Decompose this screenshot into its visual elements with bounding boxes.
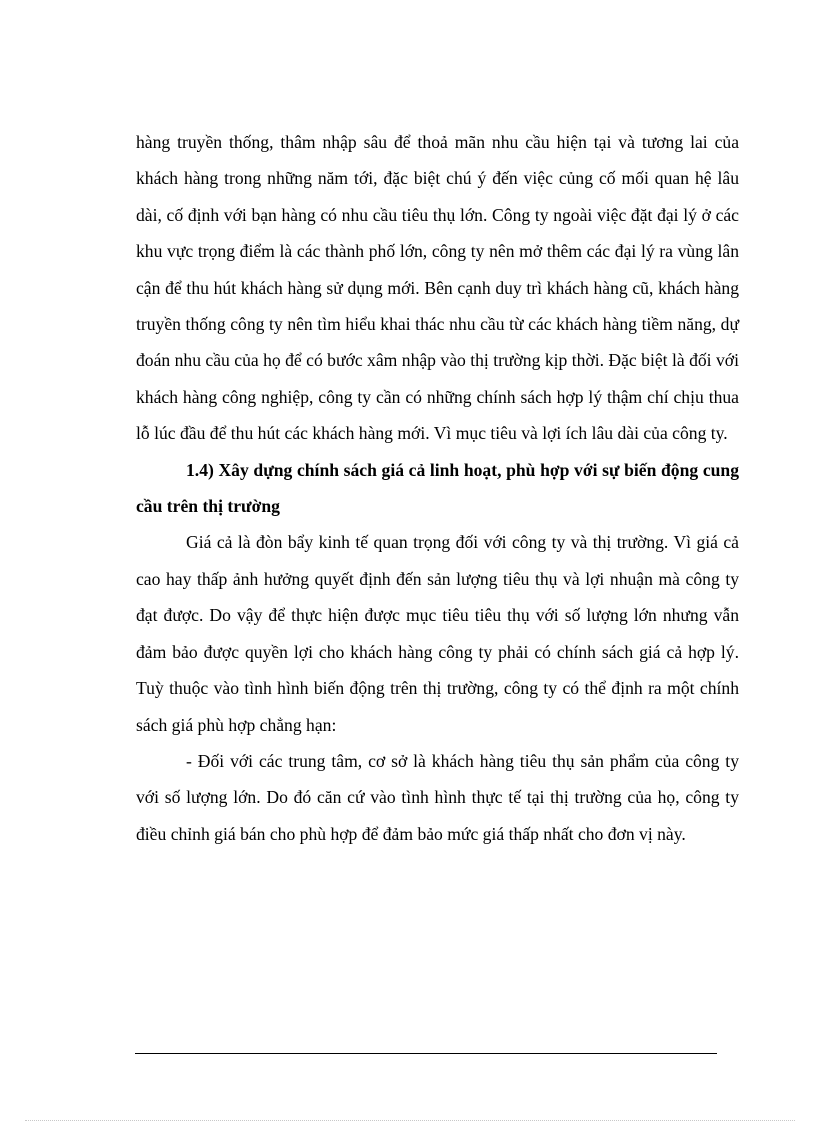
page-edge-divider (25, 1120, 795, 1121)
paragraph-bullet: - Đối với các trung tâm, cơ sở là khách hàng tiêu thụ sản phẩm của công ty với số lượng lớn. Do đó căn cứ vào tình hình thực tế tại thị trường của họ, công ty điều chỉnh giá bán cho phù hợp để đảm bảo mức giá thấp nhất cho đơn vị này. (136, 750, 739, 844)
body-text (136, 124, 739, 852)
section-heading: 1.4) Xây dựng chính sách giá cả linh hoạt, phù hợp với sự biến động cung cầu trên thị trường (136, 459, 739, 517)
paragraph-continuation: hàng truyền thống, thâm nhập sâu để thoả mãn nhu cầu hiện tại và tương lai của khách hàng trong những năm tới, đặc biệt chú ý đến việc củng cố mối quan hệ lâu dài, cố định với bạn hàng có nhu cầu tiêu thụ lớn. Công ty ngoài việc đặt đại lý ở các khu vực trọng điểm là các thành phố lớn, công ty nên mở thêm các đại lý ra vùng lân cận để thu hút khách hàng sử dụng mới. Bên cạnh duy trì khách hàng cũ, khách hàng truyền thống công ty nên tìm hiểu khai thác nhu cầu từ các khách hàng tiềm năng, dự đoán nhu cầu của họ để có bước xâm nhập vào thị trường kịp thời. Đặc biệt là đối với khách hàng công nghiệp, công ty cần có những chính sách hợp lý thậm chí chịu thua lỗ lúc đầu để thu hút các khách hàng mới. Vì mục tiêu và lợi ích lâu dài của công ty. (136, 132, 739, 444)
paragraph-pricing: Giá cả là đòn bẩy kinh tế quan trọng đối với công ty và thị trường. Vì giá cả cao hay thấp ảnh hưởng quyết định đến sản lượng tiêu thụ và lợi nhuận mà công ty đạt được. Do vậy để thực hiện được mục tiêu tiêu thụ với số lượng lớn nhưng vẫn đảm bảo được quyền lợi cho khách hàng công ty phải có chính sách giá cả hợp lý. Tuỳ thuộc vào tình hình biến động trên thị trường, công ty có thể định ra một chính sách giá phù hợp chẳng hạn: (136, 532, 739, 735)
footer-rule (135, 1053, 717, 1054)
